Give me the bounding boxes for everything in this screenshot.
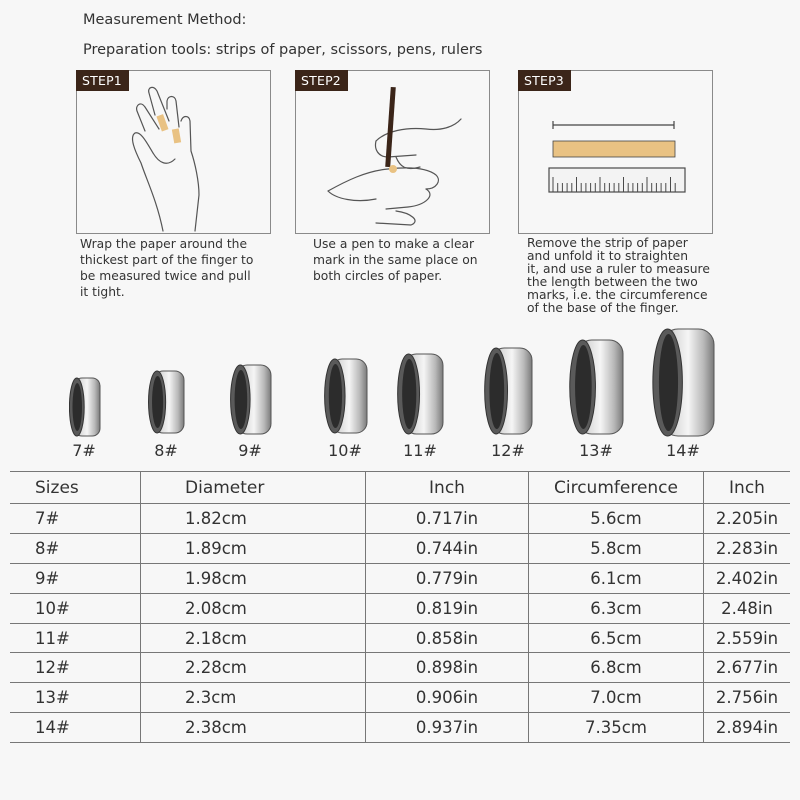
- ring-size-label: 11#: [403, 441, 437, 460]
- circumference-cell: 5.6cm: [529, 504, 704, 534]
- diameter-cell: 2.08cm: [141, 593, 366, 623]
- circumference-cell: 6.8cm: [529, 653, 704, 683]
- diameter-cell: 1.98cm: [141, 563, 366, 593]
- table-row: [10, 593, 790, 623]
- step2-panel: [295, 70, 490, 234]
- diameter-cell: 2.38cm: [141, 713, 366, 743]
- step1-panel: [76, 70, 271, 234]
- diameter-inch-cell: 0.858in: [366, 623, 529, 653]
- diameter-cell: 2.18cm: [141, 623, 366, 653]
- diameter-inch-cell: 0.906in: [366, 683, 529, 713]
- step3-tag: STEP3: [518, 70, 571, 91]
- size-cell: 10#: [10, 593, 141, 623]
- step2-tag: STEP2: [295, 70, 348, 91]
- ring-size-label: 13#: [579, 441, 613, 460]
- ring-11-image: [397, 352, 447, 436]
- size-cell: 14#: [10, 713, 141, 743]
- step1-tag: STEP1: [76, 70, 129, 91]
- ring-size-label: 12#: [491, 441, 525, 460]
- size-cell: 12#: [10, 653, 141, 683]
- size-cell: 9#: [10, 563, 141, 593]
- diameter-cell: 2.3cm: [141, 683, 366, 713]
- header-circumference: Circumference: [529, 472, 704, 504]
- size-cell: 11#: [10, 623, 141, 653]
- diameter-inch-cell: 0.779in: [366, 563, 529, 593]
- circumference-cell: 6.3cm: [529, 593, 704, 623]
- size-chart-table: [10, 471, 790, 743]
- measurement-title: Measurement Method:: [83, 12, 247, 28]
- table-row: [10, 533, 790, 563]
- step1-text: Wrap the paper around the thickest part of the finger to be measured twice and pull it tight.: [80, 237, 254, 299]
- ring-size-label: 9#: [238, 441, 262, 460]
- header-diameter-inch: Inch: [366, 472, 529, 504]
- diameter-inch-cell: 0.898in: [366, 653, 529, 683]
- circumference-inch-cell: 2.756in: [704, 683, 791, 713]
- ring-12-image: [484, 346, 536, 436]
- circumference-cell: 7.35cm: [529, 713, 704, 743]
- ring-8-image: [148, 369, 188, 435]
- table-row: [10, 563, 790, 593]
- ring-size-label: 8#: [154, 441, 178, 460]
- circumference-cell: 6.5cm: [529, 623, 704, 653]
- ring-14-image: [652, 327, 718, 438]
- circumference-inch-cell: 2.559in: [704, 623, 791, 653]
- circumference-cell: 6.1cm: [529, 563, 704, 593]
- ruler-illustration: [519, 71, 714, 235]
- diameter-inch-cell: 0.717in: [366, 504, 529, 534]
- circumference-inch-cell: 2.48in: [704, 593, 791, 623]
- circumference-inch-cell: 2.894in: [704, 713, 791, 743]
- size-cell: 8#: [10, 533, 141, 563]
- table-row: [10, 623, 790, 653]
- size-cell: 13#: [10, 683, 141, 713]
- circumference-cell: 7.0cm: [529, 683, 704, 713]
- diameter-inch-cell: 0.744in: [366, 533, 529, 563]
- table-row: [10, 683, 790, 713]
- ring-size-label: 14#: [666, 441, 700, 460]
- table-header-row: [10, 472, 790, 504]
- table-row: [10, 653, 790, 683]
- diameter-cell: 1.89cm: [141, 533, 366, 563]
- circumference-inch-cell: 2.677in: [704, 653, 791, 683]
- circumference-inch-cell: 2.205in: [704, 504, 791, 534]
- pen-mark-illustration: [296, 71, 491, 235]
- header-diameter: Diameter: [141, 472, 366, 504]
- ring-10-image: [324, 357, 371, 435]
- hand-wrap-illustration: [77, 71, 272, 235]
- step3-text: Remove the strip of paper and unfold it to straighten it, and use a ruler to measure the length between the two marks, i.e. the circumference of the base of the finger.: [527, 236, 710, 315]
- header-circumference-inch: Inch: [704, 472, 791, 504]
- preparation-tools: Preparation tools: strips of paper, scissors, pens, rulers: [83, 42, 483, 58]
- ring-13-image: [569, 338, 627, 436]
- table-row: [10, 713, 790, 743]
- circumference-inch-cell: 2.402in: [704, 563, 791, 593]
- ring-size-label: 10#: [328, 441, 362, 460]
- step2-text: Use a pen to make a clear mark in the same place on both circles of paper.: [313, 237, 478, 283]
- ring-size-label: 7#: [72, 441, 96, 460]
- diameter-inch-cell: 0.819in: [366, 593, 529, 623]
- circumference-inch-cell: 2.283in: [704, 533, 791, 563]
- table-row: [10, 504, 790, 534]
- diameter-inch-cell: 0.937in: [366, 713, 529, 743]
- header-sizes: Sizes: [10, 472, 141, 504]
- diameter-cell: 2.28cm: [141, 653, 366, 683]
- ring-9-image: [230, 363, 275, 436]
- circumference-cell: 5.8cm: [529, 533, 704, 563]
- size-cell: 7#: [10, 504, 141, 534]
- diameter-cell: 1.82cm: [141, 504, 366, 534]
- ring-7-image: [69, 376, 104, 438]
- step3-panel: [518, 70, 713, 234]
